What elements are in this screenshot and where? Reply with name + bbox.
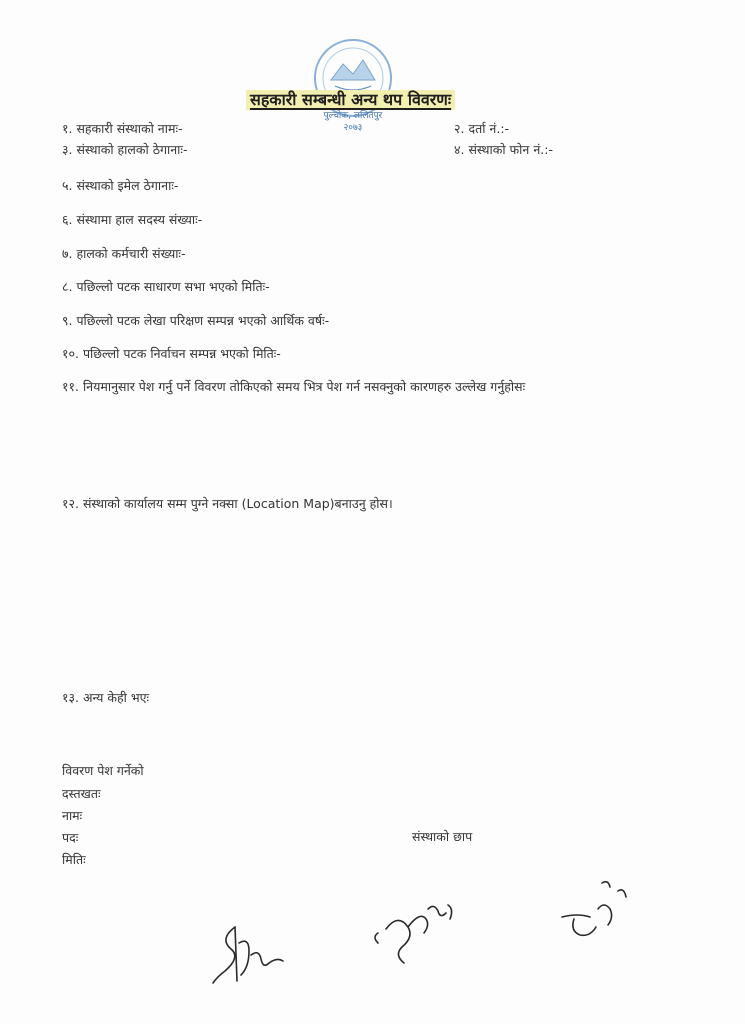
stamp-location-text: पुल्चोक, ललितपुर <box>323 111 383 121</box>
submitter-signature-label: दस्तखतः <box>62 786 101 801</box>
handwritten-signature-3 <box>552 873 642 953</box>
field-last-election-date: १०. पछिल्लो पटक निर्वाचन सम्पन्न भएको मितिः- <box>62 346 281 361</box>
handwritten-signature-1 <box>205 915 295 990</box>
field-cooperative-name: १. सहकारी संस्थाको नामः- <box>62 121 183 136</box>
field-other-details: १३. अन्य केही भएः <box>62 690 150 705</box>
office-seal-stamp <box>303 34 403 134</box>
document-title: सहकारी सम्बन्धी अन्य थप विवरणः <box>246 90 455 110</box>
field-member-count: ६. संस्थामा हाल सदस्य संख्याः- <box>62 212 203 227</box>
organization-seal-label: संस्थाको छाप <box>412 829 473 844</box>
field-late-submission-reasons: ११. नियमानुसार पेश गर्नु पर्ने विवरण तोकिएको समय भित्र पेश गर्न नसक्नुको कारणहरु उल्लेख गर्नुहोसः <box>62 379 526 394</box>
submitter-position-label: पदः <box>62 830 79 845</box>
field-registration-number: २. दर्ता नं.:- <box>454 121 510 136</box>
field-location-map: १२. संस्थाको कार्यालय सम्म पुग्ने नक्सा (Location Map)बनाउनु होस। <box>62 496 393 511</box>
field-last-audit-fiscal-year: ९. पछिल्लो पटक लेखा परिक्षण सम्पन्न भएको आर्थिक वर्षः- <box>62 313 330 328</box>
submitter-name-label: नामः <box>62 808 83 823</box>
field-email-address: ५. संस्थाको इमेल ठेगानाः- <box>62 178 179 193</box>
field-phone-number: ४. संस्थाको फोन नं.:- <box>454 142 553 157</box>
submitter-heading: विवरण पेश गर्नेको <box>62 763 144 778</box>
field-staff-count: ७. हालको कर्मचारी संख्याः- <box>62 246 186 261</box>
handwritten-signature-2 <box>368 893 468 973</box>
submitter-date-label: मितिः <box>62 852 86 867</box>
field-current-address: ३. संस्थाको हालको ठेगानाः- <box>62 142 188 157</box>
stamp-year-text: २०७३ <box>343 123 363 133</box>
field-last-general-meeting-date: ८. पछिल्लो पटक साधारण सभा भएको मितिः- <box>62 279 270 294</box>
